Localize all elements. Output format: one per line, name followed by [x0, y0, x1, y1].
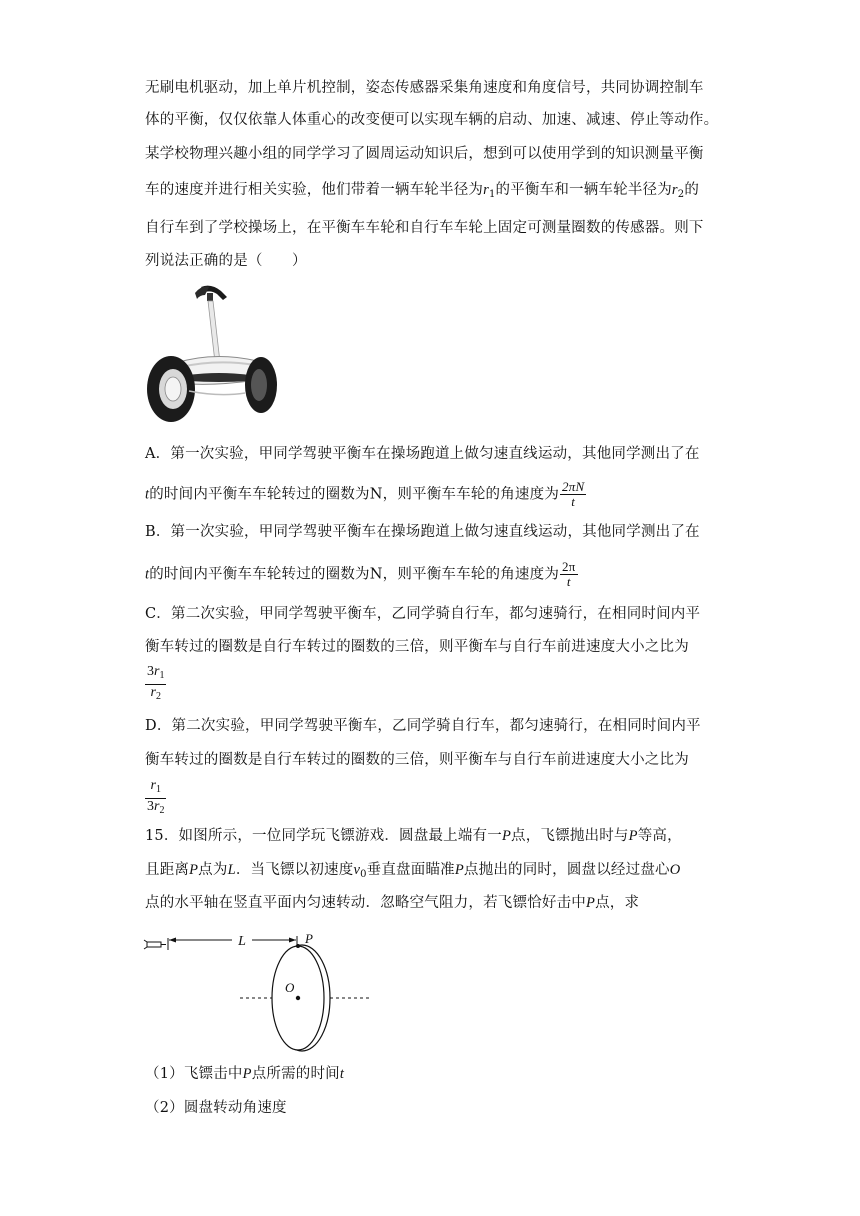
- option-a-line-1: A．第一次实验，甲同学驾驶平衡车在操场跑道上做匀速直线运动，其他同学测出了在: [145, 446, 700, 462]
- q15-sub-1: （1）飞镖击中P点所需的时间t: [145, 1066, 345, 1082]
- option-a-line-2: t的时间内平衡车车轮转过的圈数为N，则平衡车车轮的角速度为 $\frac{2\pi N}{t}$: [145, 479, 585, 509]
- option-d-fraction: $\frac{r_1}{3r_2}$: [147, 778, 165, 816]
- intro-line-5: 自行车到了学校操场上，在平衡车车轮和自行车车轮上固定可测量圈数的传感器。则下: [145, 220, 704, 236]
- balance-scooter-image: [145, 283, 283, 425]
- q15-sub-2: （2）圆盘转动角速度: [145, 1100, 287, 1116]
- option-a-fraction: $\frac{2\pi N}{t}$: [562, 479, 585, 509]
- q15-line-2: 且距离P点为L．当飞镖以初速度$v_0$垂直盘面瞄准P点抛出的同时，圆盘以经过盘心O: [145, 862, 681, 880]
- option-b-line-1: B．第一次实验，甲同学驾驶平衡车在操场跑道上做匀速直线运动，其他同学测出了在: [145, 524, 700, 540]
- option-d-line-1: D．第二次实验，甲同学驾驶平衡车，乙同学骑自行车，都匀速骑行，在相同时间内平: [145, 718, 701, 734]
- label-P: P: [305, 931, 313, 946]
- intro-line-2: 体的平衡，仅仅依靠人体重心的改变便可以实现车辆的启动、加速、减速、停止等动作。: [145, 112, 719, 128]
- intro-line-4: 车的速度并进行相关实验，他们带着一辆车轮半径为$r_1$的平衡车和一辆车轮半径为$r_2$的: [145, 182, 700, 200]
- option-b-line-2: t的时间内平衡车车轮转过的圈数为N，则平衡车车轮的角速度为 $\frac{2\pi}{t}$: [145, 559, 576, 589]
- q15-line-1: 15．如图所示，一位同学玩飞镖游戏．圆盘最上端有一P点，飞镖抛出时与P等高，: [145, 828, 682, 844]
- q15-line-3: 点的水平轴在竖直平面内匀速转动．忽略空气阻力，若飞镖恰好击中P点，求: [145, 895, 640, 911]
- dart-icon: [144, 940, 166, 949]
- option-c-fraction: $\frac{3r_1}{r_2}$: [147, 664, 165, 702]
- option-c-line-2: 衡车转过的圈数是自行车转过的圈数的三倍，则平衡车与自行车前进速度大小之比为: [145, 639, 689, 655]
- option-d-line-2: 衡车转过的圈数是自行车转过的圈数的三倍，则平衡车与自行车前进速度大小之比为: [145, 752, 689, 768]
- intro-line-6: 列说法正确的是（ ）: [145, 253, 307, 269]
- label-O: O: [285, 980, 295, 995]
- intro-line-3: 某学校物理兴趣小组的同学学习了圆周运动知识后，想到可以使用学到的知识测量平衡: [145, 146, 704, 162]
- intro-line-1: 无刷电机驱动，加上单片机控制，姿态传感器采集角速度和角度信号，共同协调控制车: [145, 80, 704, 96]
- option-c-line-1: C．第二次实验，甲同学驾驶平衡车，乙同学骑自行车，都匀速骑行，在相同时间内平: [145, 606, 701, 622]
- dart-disk-diagram: [142, 928, 377, 1053]
- label-L: L: [238, 934, 246, 949]
- option-b-fraction: $\frac{2\pi}{t}$: [562, 559, 576, 589]
